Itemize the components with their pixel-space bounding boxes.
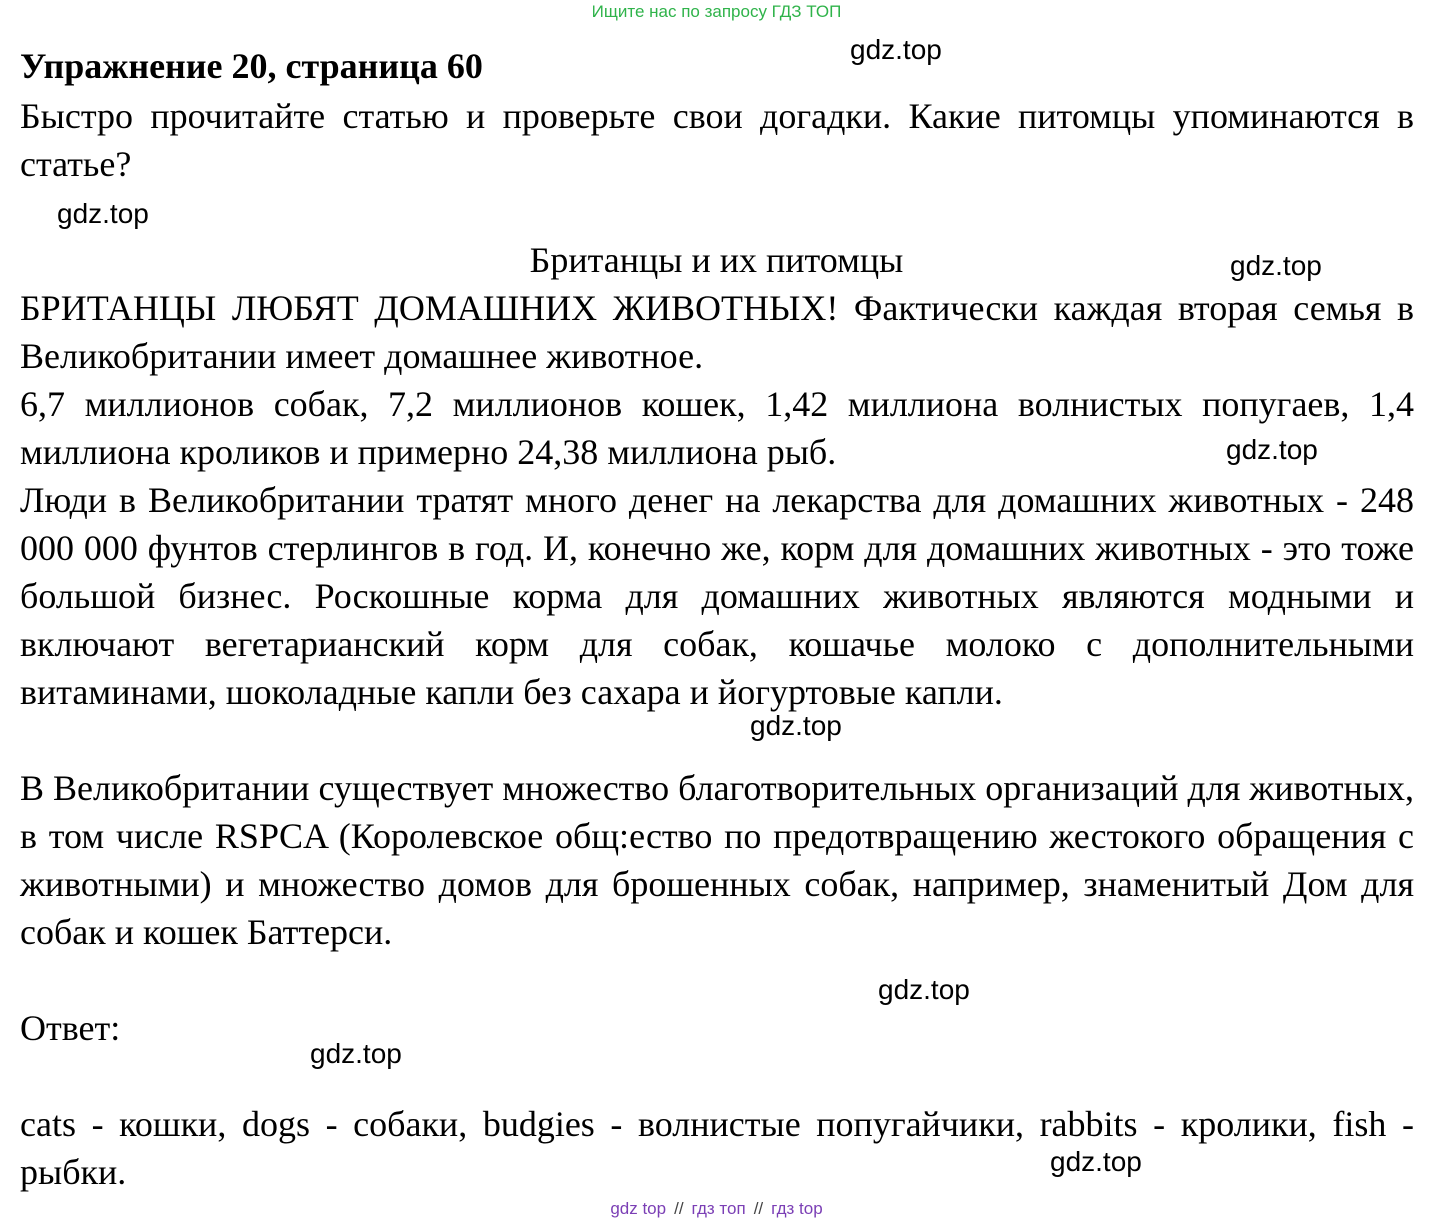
- watermark: gdz.top: [1230, 250, 1322, 281]
- article-paragraph-3: Люди в Великобритании тратят много денег на лекарства для домашних животных - 248 000 000 фунтов стерлингов в год. И, конечно же, корм для домашних животных - это тоже большой бизнес. Роскошные корма для домашних животных являются модными и включают вегетарианский корм для собак, кошачье молоко с дополнительными витаминами, шоколадные капли без сахара и йогуртовые капли.: [20, 480, 1414, 712]
- answer-label: Ответ:: [20, 1008, 121, 1048]
- page-title: Упражнение 20, страница 60: [20, 46, 483, 86]
- article-paragraph-2: 6,7 миллионов собак, 7,2 миллионов кошек, 1,42 миллиона волнистых попугаев, 1,4 миллиона кроликов и примерно 24,38 миллиона рыб.: [20, 384, 1414, 472]
- top-banner[interactable]: Ищите нас по запросу ГДЗ ТОП: [591, 2, 842, 21]
- article-paragraph-1: БРИТАНЦЫ ЛЮБЯТ ДОМАШНИХ ЖИВОТНЫХ! Фактически каждая вторая семья в Великобритании имеет домашнее животное.: [20, 288, 1414, 376]
- footer-links: [0, 1199, 1433, 1219]
- watermark: gdz.top: [1226, 434, 1318, 465]
- footer-link-gdz-top[interactable]: gdz top: [610, 1199, 667, 1218]
- watermark: gdz.top: [878, 974, 970, 1005]
- article-heading: Британцы и их питомцы: [529, 240, 904, 280]
- article-paragraph-4: В Великобритании существует множество благотворительных организаций для животных, в том числе RSPCA (Королевское общ:ество по предотвращению жестокого обращения с животными) и множество домов для брошенных собак, например, знаменитый Дом для собак и кошек Баттерси.: [20, 768, 1414, 952]
- watermark: gdz.top: [57, 198, 149, 229]
- footer-link-gdz-top-mixed[interactable]: гдз top: [771, 1199, 823, 1218]
- footer-link-gdz-top-ru[interactable]: гдз топ: [691, 1199, 746, 1218]
- answer-text: cats - кошки, dogs - собаки, budgies - волнистые попугайчики, rabbits - кролики, fish - рыбки.: [20, 1104, 1414, 1192]
- footer-separator: //: [674, 1199, 684, 1218]
- task-text: Быстро прочитайте статью и проверьте свои догадки. Какие питомцы упоминаются в статье?: [20, 96, 1414, 184]
- watermark: gdz.top: [1050, 1146, 1142, 1177]
- footer-separator: //: [753, 1199, 764, 1218]
- watermark: gdz.top: [850, 34, 942, 65]
- watermark: gdz.top: [750, 710, 842, 741]
- watermark: gdz.top: [310, 1038, 402, 1069]
